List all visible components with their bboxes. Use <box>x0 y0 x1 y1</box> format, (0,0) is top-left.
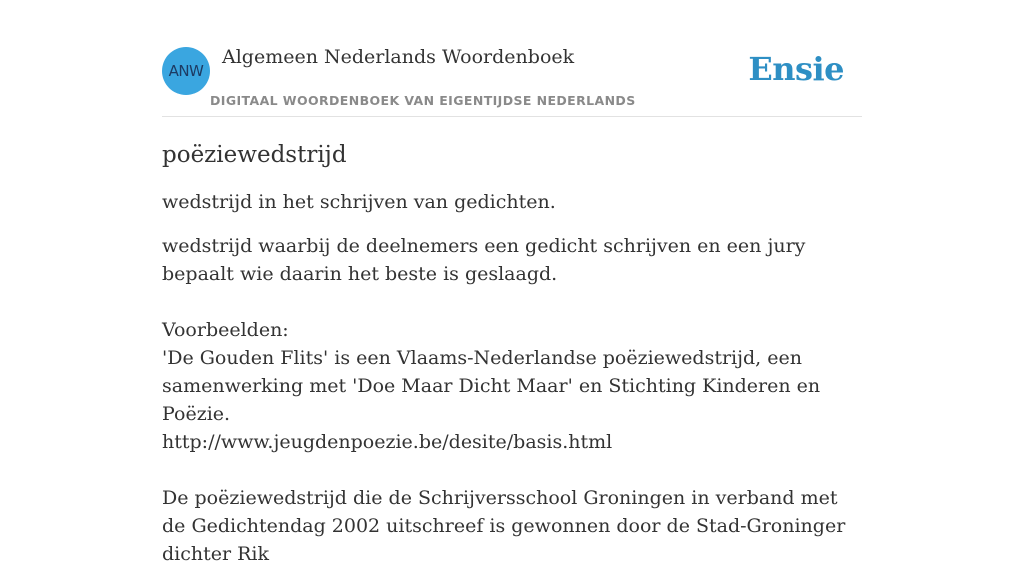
ensie-logo[interactable]: Ensie <box>748 50 844 88</box>
entry-definition: wedstrijd in het schrijven van gedichten. <box>162 191 556 213</box>
anw-logo[interactable]: ANW <box>162 47 210 95</box>
entry-explanation: wedstrijd waarbij de deelnemers een gedicht schrijven en een jury bepaalt wie daarin het beste is geslaagd. <box>162 235 806 285</box>
site-header <box>162 40 862 117</box>
entry-content <box>162 136 862 568</box>
entry-headword: poëziewedstrijd <box>162 142 347 168</box>
example-text: De poëziewedstrijd die de Schrijversschool Groningen in verband met de Gedichtendag 2002 uitschreef is gewonnen door de Stad-Groninger dichter Rik <box>162 487 846 565</box>
site-subtitle: DIGITAAL WOORDENBOEK VAN EIGENTIJDSE NEDERLANDS <box>210 93 636 108</box>
example-source-link[interactable]: http://www.jeugdenpoezie.be/desite/basis.html <box>162 431 613 453</box>
site-title[interactable]: Algemeen Nederlands Woordenboek <box>222 46 575 68</box>
example-text: 'De Gouden Flits' is een Vlaams-Nederlandse poëziewedstrijd, een samenwerking met 'Doe Maar Dicht Maar' en Stichting Kinderen en Poëzie. <box>162 347 821 425</box>
examples-label: Voorbeelden: <box>162 319 289 341</box>
